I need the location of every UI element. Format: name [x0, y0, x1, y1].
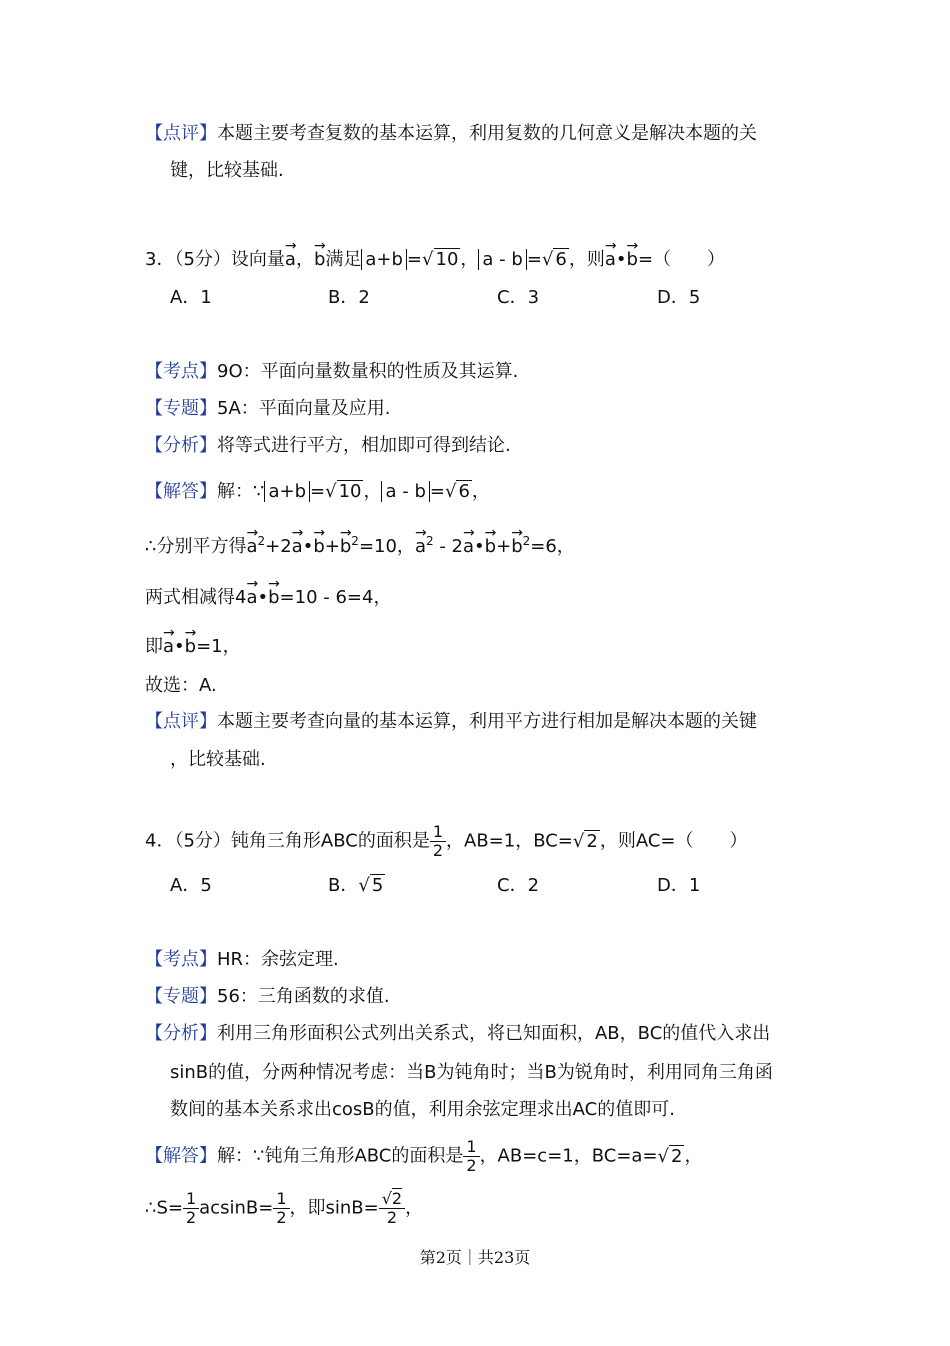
- text: ，: [684, 1145, 703, 1167]
- abs-a-minus-b: a - b: [381, 481, 429, 502]
- fraction-sqrt2-over-2: [379, 1190, 405, 1227]
- fenxi-tag: 【分析】: [145, 1023, 217, 1044]
- vector-a: → a: [246, 528, 257, 560]
- radicand: 2: [391, 1189, 403, 1208]
- abs-a-plus-b: a+b: [361, 249, 407, 270]
- text: ，: [295, 249, 314, 270]
- text: acsinB=: [199, 1197, 274, 1219]
- solution-line-3: [145, 579, 391, 611]
- radicand: 2: [671, 1145, 683, 1167]
- text: ，即sinB=: [289, 1197, 379, 1219]
- text: 满足: [325, 249, 362, 270]
- radicand: 2: [586, 830, 598, 852]
- vector-a: → a: [292, 528, 303, 560]
- radicand: 10: [338, 481, 362, 502]
- numerator: 1: [273, 1190, 289, 1209]
- kaodian-line: [145, 359, 518, 385]
- text: =: [310, 481, 326, 502]
- vector-a: → a: [415, 528, 426, 560]
- abs-a-minus-b: a - b: [478, 249, 526, 270]
- fraction-one-half: [273, 1190, 289, 1227]
- zhuanti-tag: 【专题】: [145, 986, 217, 1007]
- vector-b: → b: [485, 528, 496, 560]
- sqrt-10: √ 10: [422, 249, 459, 270]
- question-number: 3．（5分）设向量: [145, 249, 285, 270]
- dot: •: [257, 587, 269, 608]
- review-tag: 【点评】: [145, 123, 217, 144]
- numerator: 1: [430, 823, 446, 842]
- exponent: 2: [522, 534, 531, 548]
- exponent: 2: [257, 534, 266, 548]
- vector-b: → b: [313, 528, 324, 560]
- fraction-one-half: [183, 1190, 199, 1227]
- text: 即: [145, 636, 163, 657]
- sqrt-2: √ 2: [572, 830, 598, 852]
- text: ，则: [568, 249, 605, 270]
- denominator: 2: [185, 1208, 197, 1227]
- dot: •: [615, 249, 627, 270]
- kaodian-text: HR：余弦定理.: [217, 949, 339, 970]
- dot: •: [302, 536, 314, 557]
- review-tag: 【点评】: [145, 711, 217, 732]
- option-label: B．: [328, 875, 359, 896]
- kaodian-line: [145, 947, 339, 973]
- vector-b: → b: [185, 628, 196, 660]
- text: =（ ）: [637, 249, 726, 270]
- vector-a: → a: [463, 528, 474, 560]
- denominator: 2: [432, 841, 444, 860]
- dot: •: [474, 536, 485, 557]
- fenxi-tag: 【分析】: [145, 435, 217, 456]
- dot: •: [174, 636, 185, 657]
- zhuanti-tag: 【专题】: [145, 398, 217, 419]
- review-text: 本题主要考查向量的基本运算，利用平方进行相加是解决本题的关键: [217, 711, 757, 732]
- text: =10 - 6=4，: [279, 587, 392, 608]
- vector-a: → a: [285, 241, 296, 273]
- sqrt-2: √ 2: [657, 1145, 683, 1167]
- option-a: A．5: [170, 875, 212, 896]
- option-c: C．3: [497, 287, 540, 308]
- denominator: 2: [386, 1208, 397, 1227]
- text: ，AB=c=1，BC=a=: [479, 1145, 658, 1167]
- vector-b: → b: [511, 528, 522, 560]
- numerator: √2: [379, 1190, 405, 1209]
- sqrt-6: √ 6: [541, 249, 567, 270]
- text: ，: [405, 1197, 424, 1219]
- denominator: 2: [466, 1156, 477, 1175]
- option-a: A．1: [170, 287, 212, 308]
- fenxi-text: 利用三角形面积公式列出关系式，将已知面积，AB，BC的值代入求出: [217, 1023, 771, 1044]
- exponent: 2: [351, 534, 359, 548]
- solution-line-2: [145, 1190, 423, 1227]
- option-c: C．2: [497, 875, 540, 896]
- text: 解：∵钝角三角形ABC的面积是: [217, 1145, 464, 1167]
- question-number: 4．（5分）钝角三角形ABC的面积是: [145, 830, 430, 852]
- solution-line-2: [145, 528, 575, 560]
- zhuanti-text: 56：三角函数的求值.: [217, 986, 390, 1007]
- vector-b: → b: [340, 528, 351, 560]
- text: ，: [363, 481, 382, 502]
- review-line-1: [145, 121, 757, 147]
- fraction-one-half: [463, 1138, 479, 1175]
- text: =: [429, 481, 445, 502]
- radicand: 6: [458, 481, 470, 502]
- text: ，: [471, 481, 490, 502]
- exponent: 2: [425, 534, 434, 548]
- text: =1，: [196, 636, 241, 657]
- text: 解：∵: [217, 481, 265, 502]
- jieda-line: [145, 1138, 702, 1175]
- review-text: 键，比较基础.: [170, 160, 284, 181]
- radicand: 5: [371, 875, 384, 896]
- text: +: [324, 536, 340, 557]
- jieda-tag: 【解答】: [145, 481, 217, 502]
- option-b: [328, 873, 385, 899]
- text: ∴S=: [145, 1197, 183, 1219]
- text: 两式相减得4: [145, 587, 247, 608]
- fenxi-line-2: sinB的值，分两种情况考虑：当B为钝角时；当B为锐角时，利用同角三角函: [170, 1062, 773, 1083]
- text: +: [496, 536, 512, 557]
- solution-line-5: 故选：A.: [145, 675, 217, 696]
- abs-a-plus-b: a+b: [264, 481, 310, 502]
- jieda-line: [145, 479, 490, 505]
- zhuanti-line: [145, 984, 390, 1010]
- text: ，: [460, 249, 479, 270]
- review-line-2: ，比较基础.: [170, 749, 266, 770]
- fraction-one-half: [430, 823, 446, 860]
- review-line: [145, 709, 757, 735]
- fenxi-text: 将等式进行平方，相加即可得到结论.: [217, 435, 511, 456]
- kaodian-tag: 【考点】: [145, 361, 217, 382]
- question-4-stem: [145, 823, 748, 860]
- text: =: [406, 249, 423, 270]
- text: ∴分别平方得: [145, 536, 247, 557]
- text: ，则AC=（ ）: [599, 830, 748, 852]
- vector-a: → a: [605, 241, 616, 273]
- question-3-stem: [145, 241, 725, 273]
- review-text: 本题主要考查复数的基本运算，利用复数的几何意义是解决本题的关: [217, 123, 757, 144]
- vector-a: → a: [163, 628, 174, 660]
- fenxi-line: [145, 1021, 770, 1047]
- zhuanti-line: [145, 396, 391, 422]
- text: +2: [265, 536, 292, 557]
- numerator: 1: [183, 1190, 199, 1209]
- numerator: 1: [463, 1138, 479, 1157]
- vector-a: → a: [246, 579, 257, 611]
- solution-line-4: [145, 628, 241, 660]
- review-line-2: [170, 158, 284, 184]
- sqrt-6: √ 6: [444, 481, 470, 502]
- radicand: 6: [555, 249, 567, 270]
- zhuanti-text: 5A：平面向量及应用.: [217, 398, 391, 419]
- page-footer: 第2页｜共23页: [419, 1248, 531, 1267]
- option-d: D．1: [657, 875, 701, 896]
- vector-b: → b: [314, 241, 325, 273]
- option-b: B．2: [328, 287, 370, 308]
- kaodian-text: 9O：平面向量数量积的性质及其运算.: [217, 361, 519, 382]
- denominator: 2: [276, 1208, 287, 1227]
- vector-b: → b: [268, 579, 279, 611]
- vector-b: → b: [627, 241, 638, 273]
- text: =: [526, 249, 542, 270]
- text: =6，: [530, 536, 575, 557]
- fenxi-line: [145, 433, 511, 459]
- text: ，AB=1，BC=: [446, 830, 573, 852]
- sqrt-5: √ 5: [358, 875, 384, 896]
- text: - 2: [433, 536, 463, 557]
- sqrt-10: √ 10: [325, 481, 362, 502]
- radicand: 10: [435, 249, 459, 270]
- option-d: D．5: [657, 287, 701, 308]
- kaodian-tag: 【考点】: [145, 949, 217, 970]
- fenxi-line-3: 数间的基本关系求出cosB的值，利用余弦定理求出AC的值即可.: [170, 1099, 675, 1120]
- jieda-tag: 【解答】: [145, 1145, 217, 1167]
- text: =10，: [358, 536, 415, 557]
